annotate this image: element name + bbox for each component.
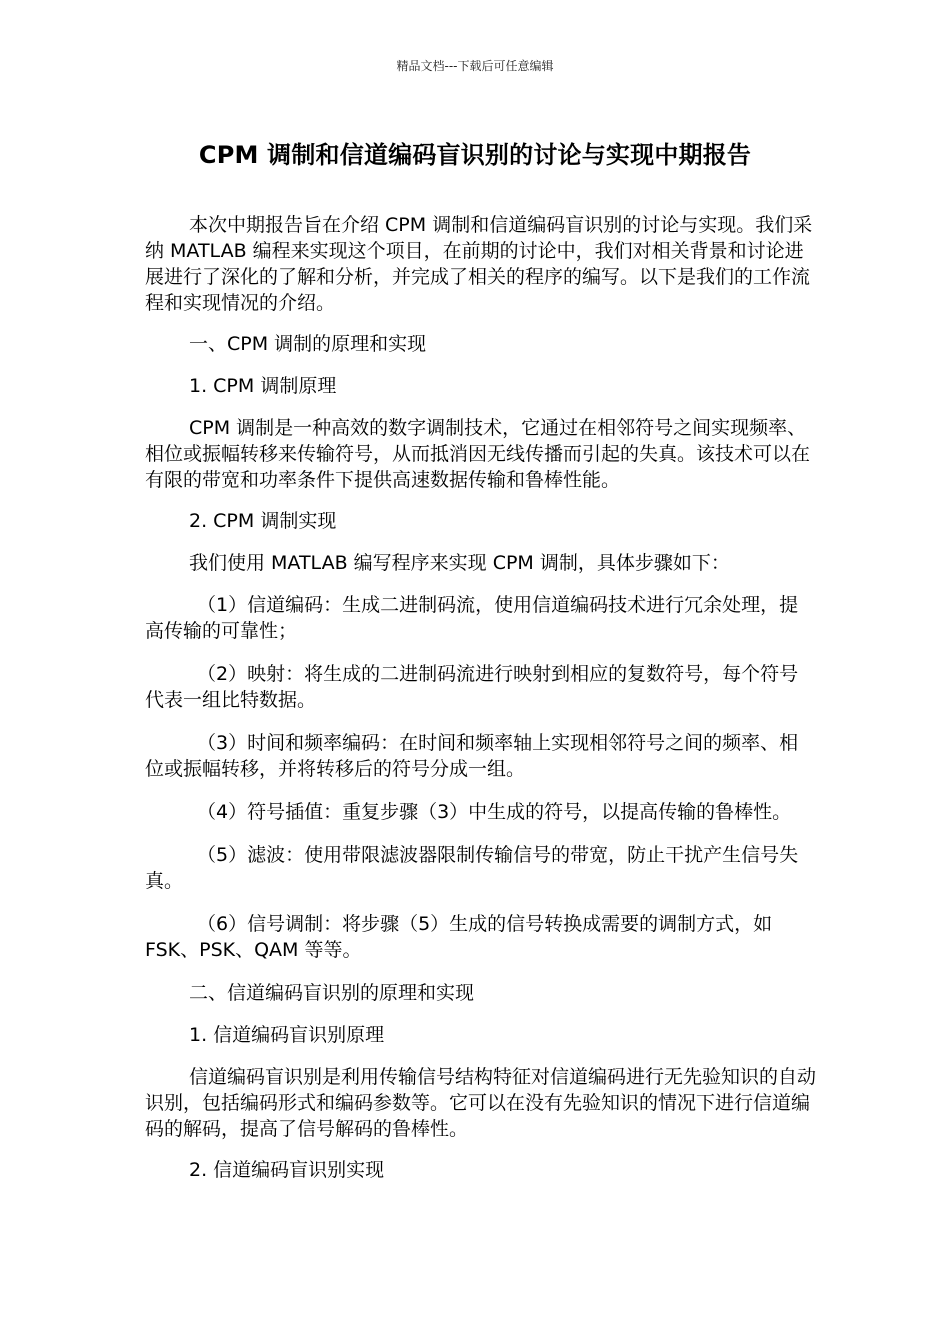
- step-item: （4）符号插值：重复步骤（3）中生成的符号，以提高传输的鲁棒性。: [197, 801, 792, 823]
- document-body: [145, 212, 817, 1199]
- step-item: （2）映射：将生成的二进制码流进行映射到相应的复数符号，每个符号代表一组比特数据。: [145, 663, 799, 711]
- intro-paragraph: 本次中期报告旨在介绍 CPM 调制和信道编码盲识别的讨论与实现。我们采纳 MATLAB 编程来实现这个项目，在前期的讨论中，我们对相关背景和讨论进展进行了深化的了解和分析，并完成了相关的程序的编写。以下是我们的工作流程和实现情况的介绍。: [145, 214, 813, 314]
- section2-principle-paragraph: 信道编码盲识别是利用传输信号结构特征对信道编码进行无先验知识的自动识别，包括编码形式和编码参数等。它可以在没有先验知识的情况下进行信道编码的解码，提高了信号解码的鲁棒性。: [145, 1066, 817, 1140]
- step-item: （5）滤波：使用带限滤波器限制传输信号的带宽，防止干扰产生信号失真。: [145, 844, 799, 892]
- section1-heading: 一、CPM 调制的原理和实现: [189, 333, 427, 355]
- section1-subheading-implementation: 2. CPM 调制实现: [189, 510, 337, 532]
- document-title: CPM 调制和信道编码盲识别的讨论与实现中期报告: [198, 141, 752, 169]
- section2-heading: 二、信道编码盲识别的原理和实现: [189, 982, 475, 1004]
- step-item: （1）信道编码：生成二进制码流，使用信道编码技术进行冗余处理，提高传输的可靠性；: [145, 594, 799, 642]
- section2-subheading-principle: 1. 信道编码盲识别原理: [189, 1024, 385, 1046]
- step-item: （3）时间和频率编码：在时间和频率轴上实现相邻符号之间的频率、相位或振幅转移，并将转移后的符号分成一组。: [145, 732, 799, 780]
- section1-implementation-paragraph: 我们使用 MATLAB 编写程序来实现 CPM 调制，具体步骤如下：: [189, 552, 730, 574]
- step-item: （6）信号调制：将步骤（5）生成的信号转换成需要的调制方式，如 FSK、PSK、QAM 等等。: [145, 913, 773, 961]
- section1-subheading-principle: 1. CPM 调制原理: [189, 375, 337, 397]
- section2-subheading-implementation: 2. 信道编码盲识别实现: [189, 1159, 385, 1181]
- section1-principle-paragraph: CPM 调制是一种高效的数字调制技术，它通过在相邻符号之间实现频率、相位或振幅转移来传输符号，从而抵消因无线传播而引起的失真。该技术可以在有限的带宽和功率条件下提供高速数据传输和鲁棒性能。: [145, 417, 811, 491]
- page-header-note: 精品文档---下载后可任意编辑: [396, 59, 554, 73]
